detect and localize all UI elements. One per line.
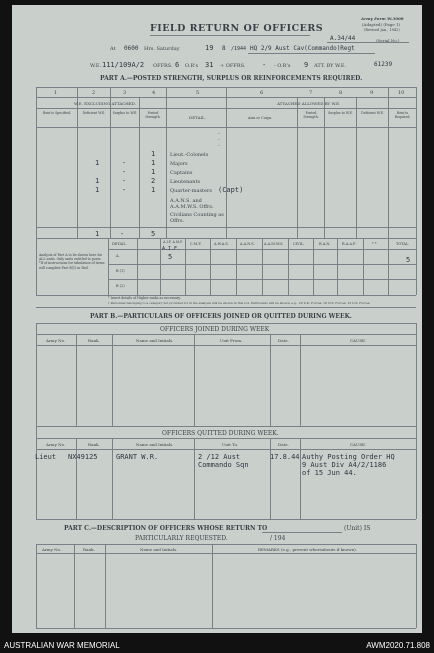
part-b-title: PART B.—PARTICULARS OF OFFICERS JOINED OR QUITTED DURING WEEK.: [90, 313, 352, 320]
rank-aans: A.A.N.S. and A.A.M.W.S. Offrs.: [170, 198, 214, 210]
att-label: ATT. BY W.E.: [314, 63, 347, 69]
rank-civilians: Civilians Counting as Offrs.: [170, 212, 224, 224]
we-excluding-header: W.E. EXCLUDING ATTACHED.: [74, 101, 137, 106]
col3-majors: -: [122, 159, 127, 167]
col4-quartermasters: 1: [151, 186, 156, 194]
quitted-rank: Lieut: [35, 453, 57, 461]
total-col4: 5: [151, 230, 156, 238]
col3-lieutenants: -: [122, 177, 127, 185]
col2-lieutenants: 1: [95, 177, 100, 185]
serial-underline: [327, 42, 409, 43]
footer-accession-number: AWM2020.71.808: [366, 641, 430, 650]
subheader-reints-required: Rein'ts Required.: [394, 111, 411, 119]
part-b-top-rule: [36, 323, 416, 324]
detail-header-civil: CIVIL.: [293, 242, 305, 246]
part-c-header-rank: Rank.: [83, 547, 95, 552]
aif-handwritten: A.I.F.: [162, 246, 181, 252]
offrs-value: 6: [175, 61, 180, 69]
att-value: 61239: [374, 61, 393, 68]
col3-captains: -: [122, 168, 127, 176]
archive-footer: [0, 637, 434, 653]
aif-a-value: 5: [168, 253, 173, 261]
rank-majors: Majors: [170, 161, 188, 167]
quitted-header-date: Date.: [278, 442, 289, 447]
serial-number-value: A.34/44: [330, 35, 356, 42]
joined-header-unit-from: Unit From.: [220, 338, 243, 343]
total-col2: 1: [95, 230, 100, 238]
col-number-6: 6: [260, 90, 264, 96]
plus-offrs-value: -: [262, 61, 267, 69]
offrs-label: OFFRS.: [153, 63, 173, 69]
joined-title: OFFICERS JOINED DURING WEEK: [160, 326, 270, 333]
detail-header-cmf: C.M.F.: [190, 242, 202, 246]
form-page: [12, 5, 422, 633]
title-underline: [150, 35, 310, 36]
joined-title-rule: [36, 334, 416, 335]
joined-header-name: Name and Initials.: [136, 338, 174, 343]
subheader-posted-strength-2: Posted Strength.: [303, 111, 319, 119]
quitted-date: 17.8.44: [270, 453, 300, 461]
army-form-adapted: (Adapted) (Page 1): [362, 22, 401, 27]
we-value: 111/109A/2: [102, 61, 145, 69]
date-year: /1944: [231, 46, 247, 52]
part-c-header-remarks: REMARKS (e.g., present whereabouts if known).: [258, 547, 357, 552]
col-number-9: 9: [370, 90, 374, 96]
part-c-title: PART C.—DESCRIPTION OF OFFICERS WHOSE RETURN TO: [64, 525, 268, 532]
quitted-header-name: Name and Initials.: [136, 442, 174, 447]
col4-majors: 1: [151, 159, 156, 167]
time-value: 0600: [124, 45, 139, 52]
subheader-deficient: Deficient W.E.: [82, 111, 106, 115]
attached-allowed-header: ATTACHED ALLOWED BY W.E.: [277, 101, 341, 106]
col-number-10: 10: [398, 90, 405, 96]
col-number-1: 1: [54, 90, 58, 96]
joined-header-cause: CAUSE.: [350, 338, 367, 343]
detail-row-a: A.: [116, 254, 120, 258]
part-c-unit-label: (Unit) IS: [344, 525, 371, 532]
col2-majors: 1: [95, 159, 100, 167]
part-c-header-name: Name and Initials.: [140, 547, 178, 552]
col-number-7: 7: [309, 90, 313, 96]
rank-captains: Captains: [170, 170, 193, 176]
subheader-posted-strength: Posted Strength.: [145, 111, 161, 119]
unit-value: HQ 2/9 Aust Cav(Commando)Regt: [250, 45, 355, 52]
detail-row-b2: B (2): [116, 284, 125, 288]
date-day: 19: [205, 44, 214, 52]
col2-quartermasters: 1: [95, 186, 100, 194]
col-number-8: 8: [339, 90, 343, 96]
part-c-unit-underline: [262, 532, 342, 533]
quitted-header-army-no: Army No.: [46, 442, 66, 447]
detail-header-total: TOTAL.: [396, 242, 410, 246]
part-a-bottom-rule: [36, 307, 416, 308]
detail-header-awas: A.W.A.S.: [214, 242, 229, 246]
hrs-day-label: Hrs. Saturday: [144, 46, 180, 52]
detail-header-aif: A.I.F. A.M.F.: [163, 240, 183, 244]
footnote-2: † Personnel belonging to a category not provided for in the analysis will be shown in this Col. Particulars will be shown, e.g., 20 U.K. Forces; 10 N.Z. Forces; 12 U.S. Forces.: [108, 301, 371, 305]
form-title: FIELD RETURN OF OFFICERS: [150, 23, 324, 34]
part-c-year: / 194: [270, 535, 286, 542]
col4-lieut-colonels: 1: [151, 150, 156, 158]
quitted-cause-line3: of 15 Jun 44.: [302, 469, 357, 477]
col-number-3: 3: [123, 90, 127, 96]
we-label: W.E.: [90, 63, 102, 69]
rank-quartermasters: Quarter-masters: [170, 188, 212, 194]
army-form-revised: (Revised Jan., 1942): [364, 28, 400, 32]
capt-note: (Capt): [218, 186, 244, 194]
footnote-1: * Insert details of Higher ranks as necessary.: [108, 296, 181, 300]
subheader-detail: DETAIL.: [189, 115, 206, 120]
plus-offrs-label: + OFFRS.: [220, 63, 246, 69]
quitted-title: OFFICERS QUITTED DURING WEEK.: [162, 430, 279, 437]
quitted-header-rank: Rank.: [88, 442, 100, 447]
col4-captains: 1: [151, 168, 156, 176]
subheader-reints-specified: Rein'ts Specified.: [42, 111, 72, 115]
footer-institution: AUSTRALIAN WAR MEMORIAL: [4, 641, 120, 650]
subheader-surplus-2: Surplus to W.E.: [328, 111, 353, 115]
col-number-4: 4: [152, 90, 156, 96]
rank-lieut-colonels: Lieut.-Colonels: [170, 152, 209, 158]
ors2-label: - O.R's: [274, 63, 291, 69]
quitted-unit-line2: Commando Sqn: [198, 461, 249, 469]
part-a-title: PART A.—POSTED STRENGTH, SURPLUS OR REINFORCEMENTS REQUIRED.: [100, 75, 363, 82]
quitted-name: GRANT W.R.: [116, 453, 159, 461]
joined-header-army-no: Army No.: [46, 338, 66, 343]
detail-header-ran: R.A.N.: [319, 242, 331, 246]
quitted-unit-line1: 2 /12 Aust: [198, 453, 241, 461]
total-a-value: 5: [406, 256, 411, 264]
part-c-header-army-no: Army No.: [42, 547, 62, 552]
col4-lieutenants: 2: [151, 177, 156, 185]
detail-header-detail: DETAIL.: [112, 242, 127, 246]
joined-header-date: Date.: [278, 338, 289, 343]
quitted-header-unit-to: Unit To.: [222, 442, 239, 447]
col-number-2: 2: [92, 90, 96, 96]
quitted-title-rule: [36, 438, 416, 439]
unit-underline: [248, 53, 375, 54]
quitted-cause-line2: 9 Aust Div A4/2/1186: [302, 461, 387, 469]
detail-header-aamws: A.A.M.W.S.: [264, 242, 284, 246]
detail-header-aans: A.A.N.S.: [240, 242, 255, 246]
subheader-deficient-2: Deficient W.E.: [361, 111, 384, 115]
subheader-arm-corps: Arm or Corps.: [248, 116, 273, 120]
date-month: 8: [222, 45, 226, 52]
ors2-value: 9: [304, 61, 309, 69]
col-number-5: 5: [196, 90, 200, 96]
serial-number-label: (Serial No.): [376, 38, 400, 43]
part-c-line2: PARTICULARLY REQUESTED.: [135, 535, 228, 542]
joined-header-rank: Rank.: [88, 338, 100, 343]
rank-lieutenants: Lieutenants: [170, 179, 201, 185]
col3-quartermasters: -: [122, 186, 127, 194]
detail-note: Analysis of Part A to be shown here for ALL units. Only units entitled to posts. *If of instructions for tabulation of items will complete Part B(1) in Red.: [39, 253, 105, 270]
detail-dots: · · ·: [218, 131, 220, 150]
subheader-surplus: Surplus to W.E.: [112, 111, 138, 115]
detail-header-other: * *: [372, 242, 377, 246]
detail-header-raaf: R.A.A.F.: [342, 242, 357, 246]
army-form-number: Army Form W.3008: [361, 16, 404, 21]
ors-label: O.R's: [185, 63, 199, 69]
total-dash: -: [120, 230, 125, 238]
quitted-army-no: NX49125: [68, 453, 98, 461]
at-label: At: [110, 46, 116, 52]
ors-value: 31: [205, 61, 214, 69]
quitted-header-cause: CAUSE.: [350, 442, 367, 447]
detail-row-b1: B (1): [116, 269, 125, 273]
quitted-cause-line1: Authy Posting Order HQ: [302, 453, 395, 461]
